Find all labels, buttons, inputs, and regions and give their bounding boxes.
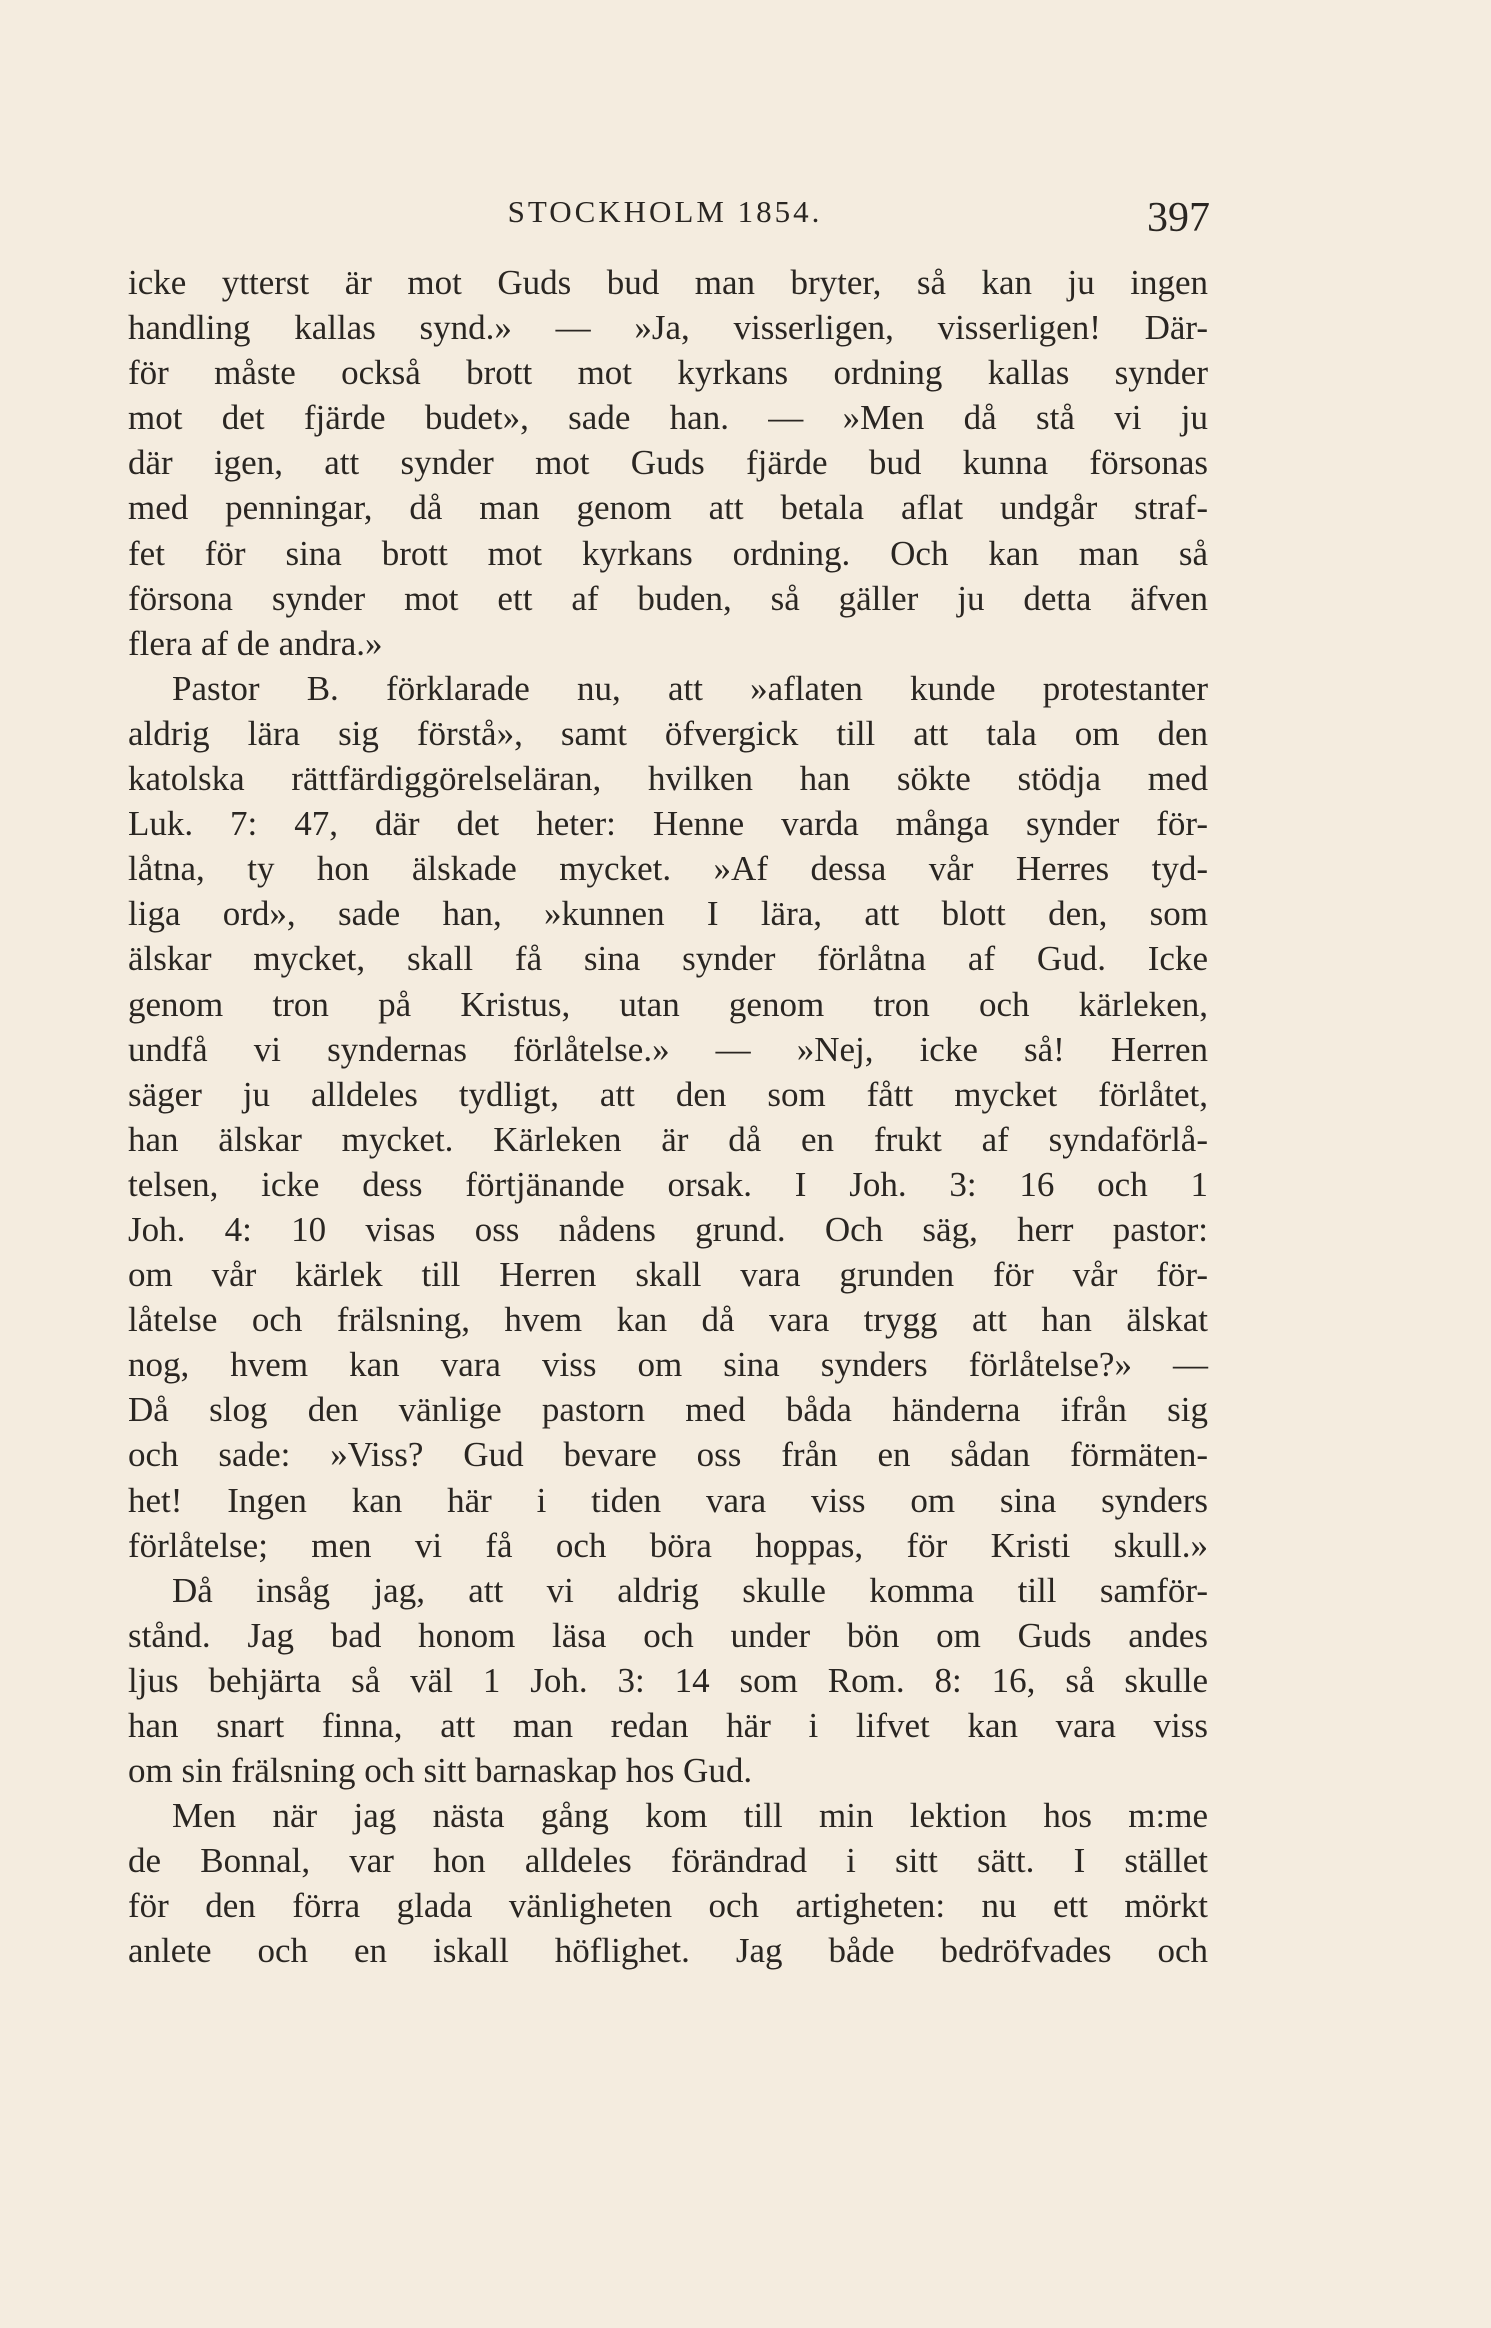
text-line: han snart finna, att man redan här i lifvet kan vara viss	[128, 1706, 1208, 1745]
text-line: ljus behjärta så väl 1 Joh. 3: 14 som Rom. 8: 16, så skulle	[128, 1660, 1208, 1700]
text-line: med penningar, då man genom att betala aflat undgår straf-	[128, 488, 1208, 528]
text-line: om vår kärlek till Herren skall vara grunden för vår för-	[128, 1255, 1208, 1295]
text-line: för måste också brott mot kyrkans ordning kallas synder	[128, 353, 1208, 393]
text-line: telsen, icke dess förtjänande orsak. I Joh. 3: 16 och 1	[128, 1164, 1208, 1204]
text-line: stånd. Jag bad honom läsa och under bön om Guds andes	[128, 1615, 1208, 1655]
text-line: Då insåg jag, att vi aldrig skulle komma till samför-	[172, 1570, 1208, 1610]
text-line: för den förra glada vänligheten och artigheten: nu ett mörkt	[128, 1886, 1208, 1926]
text-line: Joh. 4: 10 visas oss nådens grund. Och säg, herr pastor:	[128, 1209, 1208, 1249]
text-line: låtelse och frälsning, hvem kan då vara trygg att han älskat	[128, 1300, 1208, 1340]
text-line: fet för sina brott mot kyrkans ordning. Och kan man så	[128, 533, 1208, 573]
text-line: säger ju alldeles tydligt, att den som fått mycket förlåtet,	[128, 1074, 1208, 1114]
text-line: mot det fjärde budet», sade han. — »Men då stå vi ju	[128, 398, 1208, 438]
text-line: Men när jag nästa gång kom till min lektion hos m:me	[172, 1796, 1208, 1836]
text-line: handling kallas synd.» — »Ja, visserligen, visserligen! Där-	[128, 308, 1208, 348]
page-number: 397	[1147, 195, 1210, 241]
text-line: älskar mycket, skall få sina synder förlåtna af Gud. Icke	[128, 939, 1208, 979]
text-line: Pastor B. förklarade nu, att »aflaten kunde protestanter	[172, 668, 1208, 708]
text-line: aldrig lära sig förstå», samt öfvergick till att tala om den	[128, 713, 1208, 753]
text-line: Då slog den vänlige pastorn med båda händerna ifrån sig	[128, 1390, 1208, 1430]
text-line: het! Ingen kan här i tiden vara viss om sina synders	[128, 1480, 1208, 1520]
text-line: förlåtelse; men vi få och böra hoppas, för Kristi skull.»	[128, 1525, 1208, 1565]
text-line: där igen, att synder mot Guds fjärde bud kunna försonas	[128, 443, 1208, 483]
text-line: nog, hvem kan vara viss om sina synders förlåtelse?» —	[128, 1345, 1208, 1385]
text-line: de Bonnal, var hon alldeles förändrad i sitt sätt. I stället	[128, 1841, 1208, 1881]
text-line: liga ord», sade han, »kunnen I lära, att blott den, som	[128, 894, 1208, 934]
text-line: försona synder mot ett af buden, så gäller ju detta äfven	[128, 578, 1208, 618]
text-line: och sade: »Viss? Gud bevare oss från en sådan förmäten-	[128, 1435, 1208, 1475]
text-line: om sin frälsning och sitt barnaskap hos Gud.	[128, 1751, 753, 1791]
text-line: han älskar mycket. Kärleken är då en frukt af syndaförlå-	[128, 1119, 1208, 1159]
running-head: STOCKHOLM 1854.	[507, 194, 823, 229]
page-header	[120, 188, 1210, 248]
text-line: katolska rättfärdiggörelseläran, hvilken han sökte stödja med	[128, 759, 1208, 799]
text-line: flera af de andra.»	[128, 623, 383, 663]
text-line: anlete och en iskall höflighet. Jag både bedröfvades och	[128, 1931, 1208, 1971]
text-line: icke ytterst är mot Guds bud man bryter, så kan ju ingen	[128, 263, 1208, 302]
text-line: låtna, ty hon älskade mycket. »Af dessa vår Herres tyd-	[128, 849, 1208, 889]
text-line: Luk. 7: 47, där det heter: Henne varda många synder för-	[128, 804, 1208, 844]
text-line: genom tron på Kristus, utan genom tron och kärleken,	[128, 984, 1208, 1024]
text-line: undfå vi syndernas förlåtelse.» — »Nej, icke så! Herren	[128, 1029, 1208, 1069]
body-text	[128, 260, 1208, 1974]
